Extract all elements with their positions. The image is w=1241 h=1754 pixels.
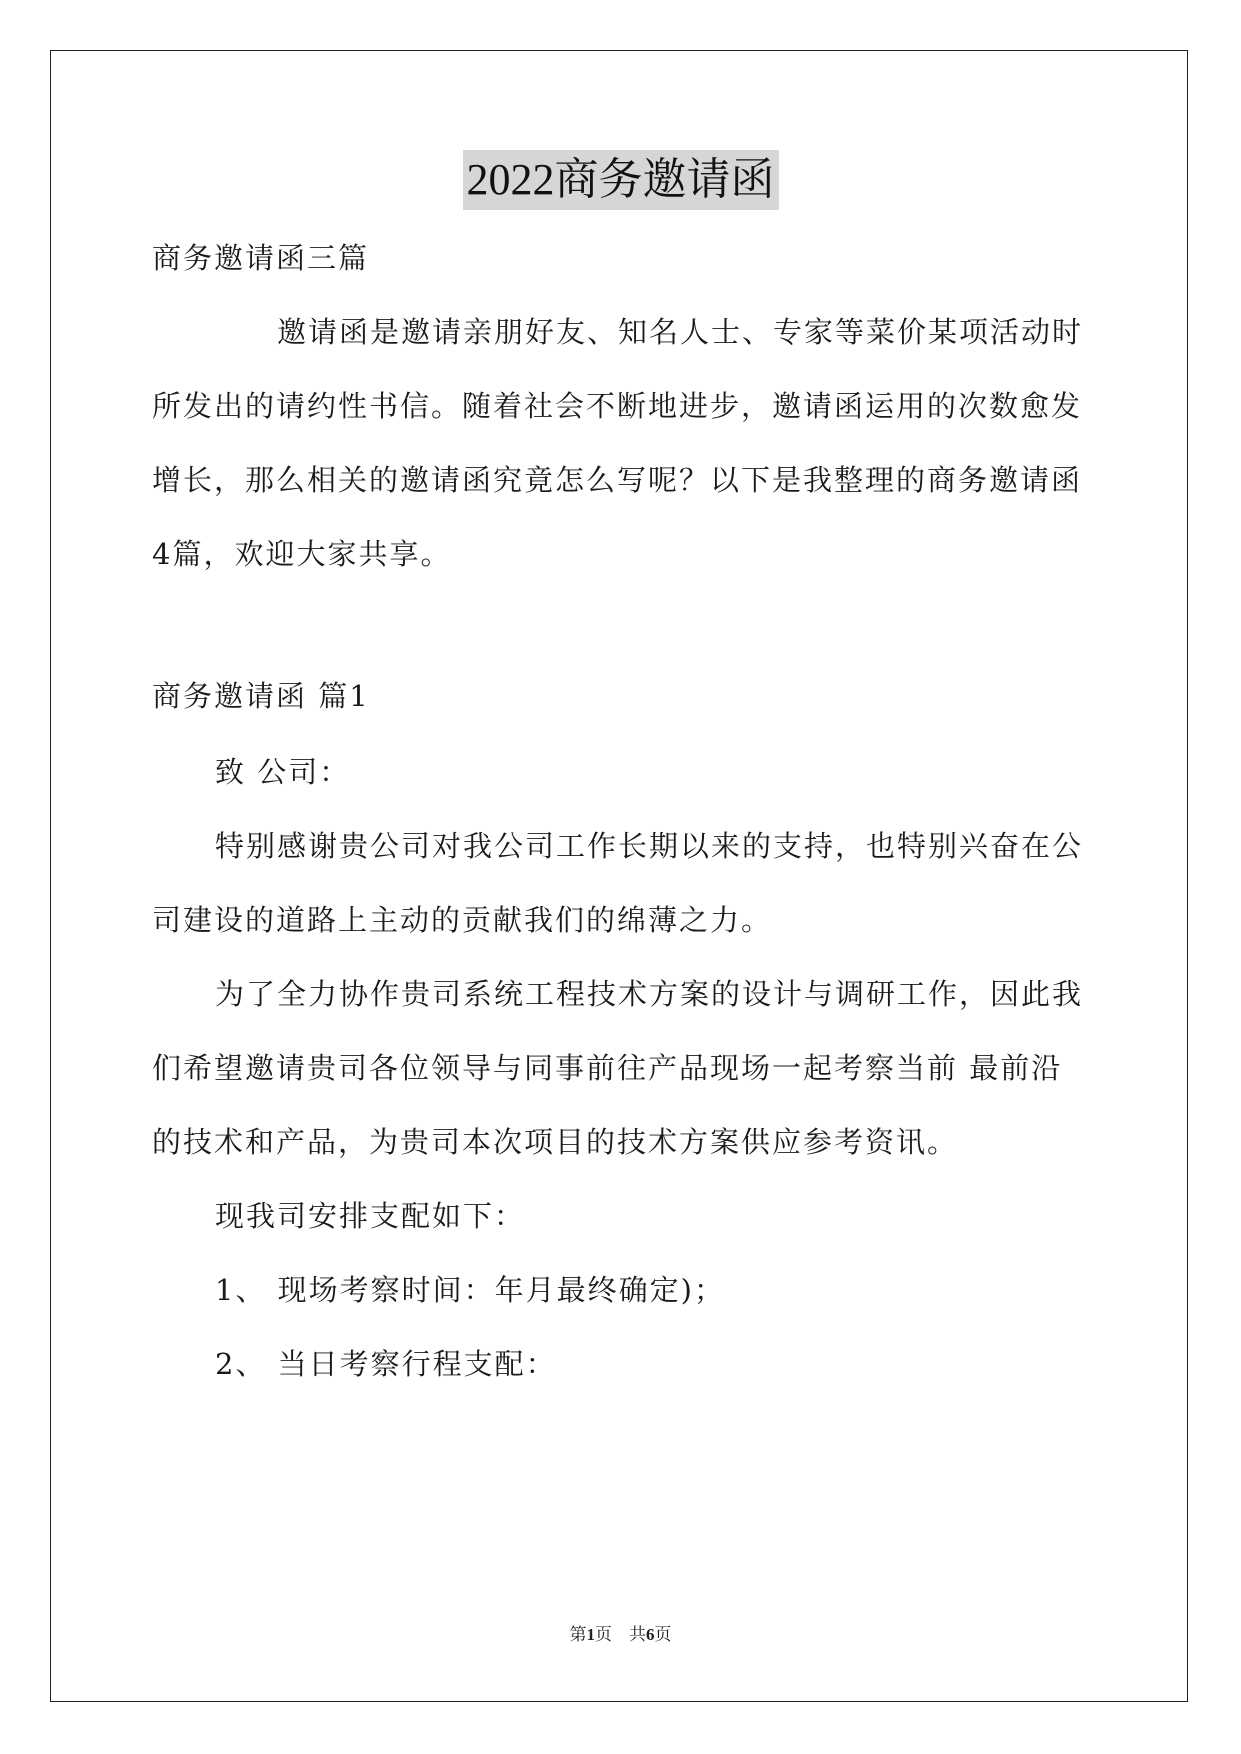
footer-page-suffix: 页 — [654, 1625, 672, 1645]
document-title: 2022商务邀请函 — [463, 150, 779, 210]
paragraph1-line-2: 司建设的道路上主动的贡献我们的绵薄之力。 — [152, 903, 773, 937]
paragraph2-line-2: 们希望邀请贵司各位领导与同事前往产品现场一起考察当前 最前沿 — [152, 1051, 1063, 1085]
page-footer — [0, 1620, 1241, 1645]
intro-line-4: 4篇，欢迎大家共享。 — [152, 537, 452, 571]
paragraph2-line-1: 为了全力协作贵司系统工程技术方案的设计与调研工作，因此我 — [215, 977, 1084, 1011]
section-heading: 商务邀请函 篇1 — [152, 679, 370, 713]
footer-page-prefix: 第 — [569, 1625, 587, 1645]
title-wrap — [0, 150, 1241, 210]
intro-line-2: 所发出的请约性书信。随着社会不断地进步，邀请函运用的次数愈发 — [152, 389, 1083, 423]
list-item-1: 1、 现场考察时间：年月最终确定)； — [215, 1273, 725, 1307]
document-subtitle: 商务邀请函三篇 — [152, 241, 370, 275]
intro-line-1: 邀请函是邀请亲朋好友、知名人士、专家等菜价某项活动时 — [277, 315, 1084, 349]
arrangement-intro: 现我司安排支配如下： — [215, 1199, 526, 1233]
page-border — [50, 50, 1188, 1702]
footer-page-mid: 页 共 — [595, 1625, 646, 1645]
intro-line-3: 增长，那么相关的邀请函究竟怎么写呢？以下是我整理的商务邀请函 — [152, 463, 1083, 497]
footer-page-current: 1 — [586, 1625, 595, 1644]
paragraph1-line-1: 特别感谢贵公司对我公司工作长期以来的支持，也特别兴奋在公 — [215, 829, 1084, 863]
list-item-2: 2、 当日考察行程支配： — [215, 1347, 557, 1381]
paragraph2-line-3: 的技术和产品，为贵司本次项目的技术方案供应参考资讯。 — [152, 1125, 959, 1159]
footer-page-total: 6 — [646, 1625, 655, 1644]
salutation: 致 公司： — [215, 755, 351, 789]
